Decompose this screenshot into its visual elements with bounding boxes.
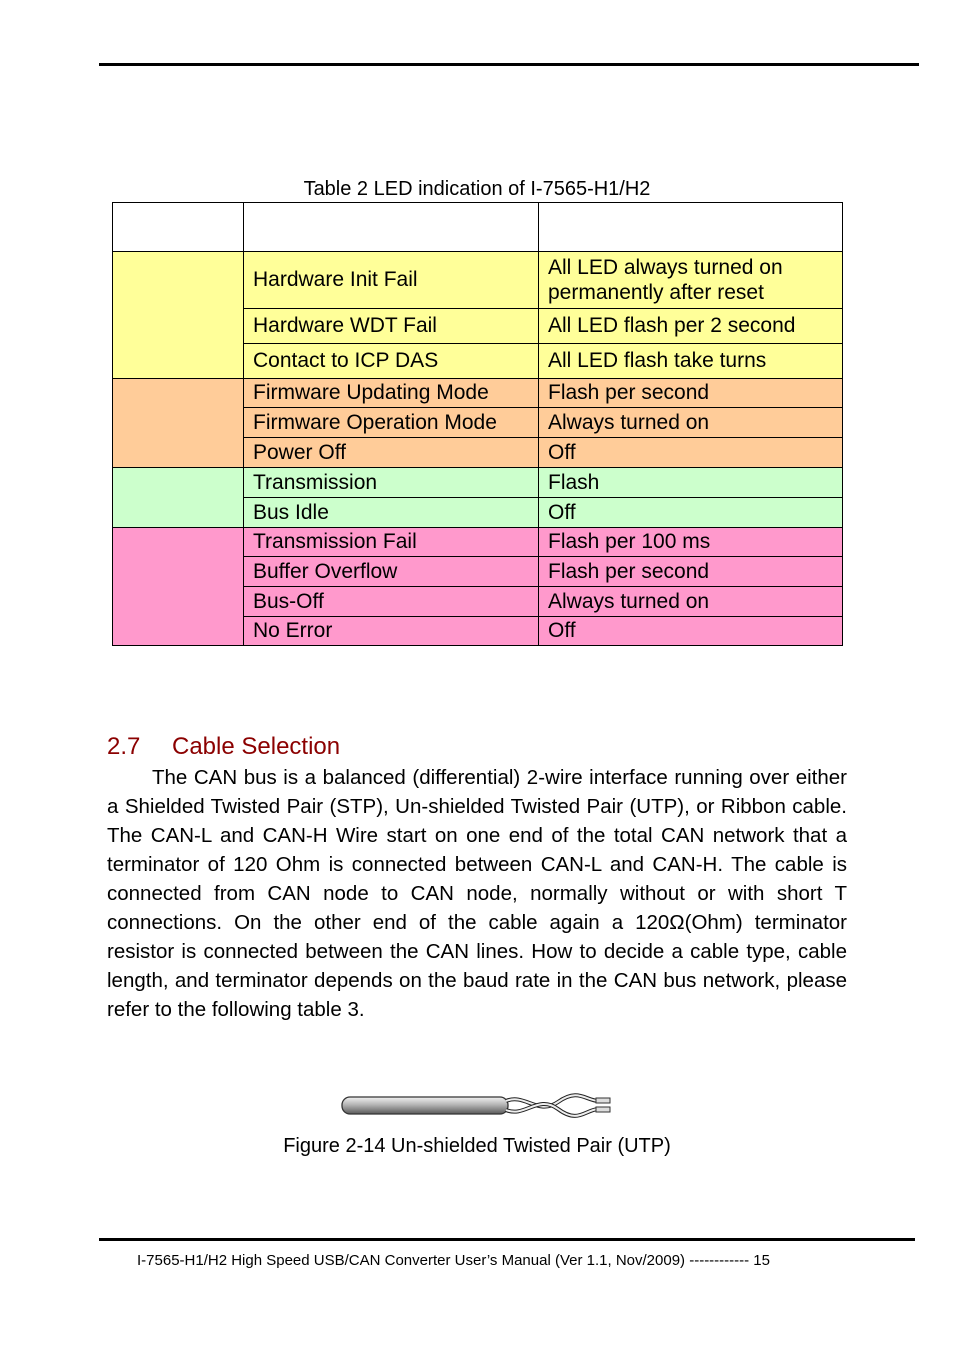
status-cell: Hardware WDT Fail xyxy=(244,309,539,344)
status-cell: Transmission xyxy=(244,468,539,498)
table-row xyxy=(113,498,843,528)
table-row xyxy=(113,587,843,617)
status-cell: Transmission Fail xyxy=(244,528,539,557)
status-cell: Hardware Init Fail xyxy=(244,252,539,309)
header-cell-status xyxy=(244,203,539,252)
section-heading xyxy=(107,733,340,761)
led-indication-table xyxy=(112,202,843,646)
indication-cell: All LED flash per 2 second xyxy=(539,309,843,344)
table-row xyxy=(113,557,843,587)
status-cell: Buffer Overflow xyxy=(244,557,539,587)
table-row xyxy=(113,408,843,438)
table-row xyxy=(113,468,843,498)
twisted-pair-cable-icon xyxy=(340,1092,615,1123)
led-group-cell xyxy=(113,379,244,408)
led-group-cell xyxy=(113,587,244,617)
header-cell-indication xyxy=(539,203,843,252)
header-cell-led xyxy=(113,203,244,252)
section-title: Cable Selection xyxy=(172,733,341,760)
table-row xyxy=(113,252,843,309)
led-group-cell xyxy=(113,557,244,587)
indication-cell: Always turned on xyxy=(539,408,843,438)
indication-cell: All LED always turned on permanently after reset xyxy=(539,252,843,309)
status-cell: Power Off xyxy=(244,438,539,468)
led-group-cell xyxy=(113,498,244,528)
led-group-cell xyxy=(113,408,244,438)
header-rule xyxy=(99,63,919,66)
status-cell: Contact to ICP DAS xyxy=(244,344,539,379)
footer-rule xyxy=(99,1238,915,1241)
indication-cell: Always turned on xyxy=(539,587,843,617)
status-cell: Firmware Operation Mode xyxy=(244,408,539,438)
led-group-cell xyxy=(113,528,244,557)
indication-cell: Flash per second xyxy=(539,557,843,587)
table-row xyxy=(113,379,843,408)
status-cell: Firmware Updating Mode xyxy=(244,379,539,408)
status-cell: No Error xyxy=(244,617,539,646)
led-group-cell xyxy=(113,252,244,309)
section-number: 2.7 xyxy=(107,733,141,760)
led-group-cell xyxy=(113,468,244,498)
page-footer: I-7565-H1/H2 High Speed USB/CAN Converter User’s Manual (Ver 1.1, Nov/2009) ------------ 15 xyxy=(137,1252,770,1269)
table-header-row xyxy=(113,203,843,252)
indication-cell: All LED flash take turns xyxy=(539,344,843,379)
led-group-cell xyxy=(113,309,244,344)
section-paragraph: The CAN bus is a balanced (differential) 2-wire interface running over either a Shielded Twisted Pair (STP), Un-shielded Twisted Pair (UTP), or Ribbon cable. The CAN-L and CAN-H Wire start on one end of the total CAN network that a terminator of 120 Ohm is connected between CAN-L and CAN-H. The cable is connected from CAN node to CAN node, normally without or with short T connections. On the other end of the cable again a 120Ω(Ohm) terminator resistor is connected between the CAN lines. How to decide a cable type, cable length, and terminator depends on the baud rate in the CAN bus network, please refer to the following table 3. xyxy=(107,766,847,1021)
status-cell: Bus Idle xyxy=(244,498,539,528)
table-caption: Table 2 LED indication of I-7565-H1/H2 xyxy=(303,178,651,200)
figure-caption: Figure 2-14 Un-shielded Twisted Pair (UTP) xyxy=(283,1135,671,1157)
table-row xyxy=(113,309,843,344)
indication-cell: Off xyxy=(539,617,843,646)
table-row xyxy=(113,438,843,468)
indication-cell: Flash xyxy=(539,468,843,498)
status-cell: Bus-Off xyxy=(244,587,539,617)
table-row xyxy=(113,528,843,557)
led-group-cell xyxy=(113,344,244,379)
indication-cell: Off xyxy=(539,438,843,468)
indication-cell: Off xyxy=(539,498,843,528)
table-row xyxy=(113,617,843,646)
indication-cell: Flash per second xyxy=(539,379,843,408)
led-group-cell xyxy=(113,438,244,468)
table-row xyxy=(113,344,843,379)
indication-cell: Flash per 100 ms xyxy=(539,528,843,557)
led-group-cell xyxy=(113,617,244,646)
